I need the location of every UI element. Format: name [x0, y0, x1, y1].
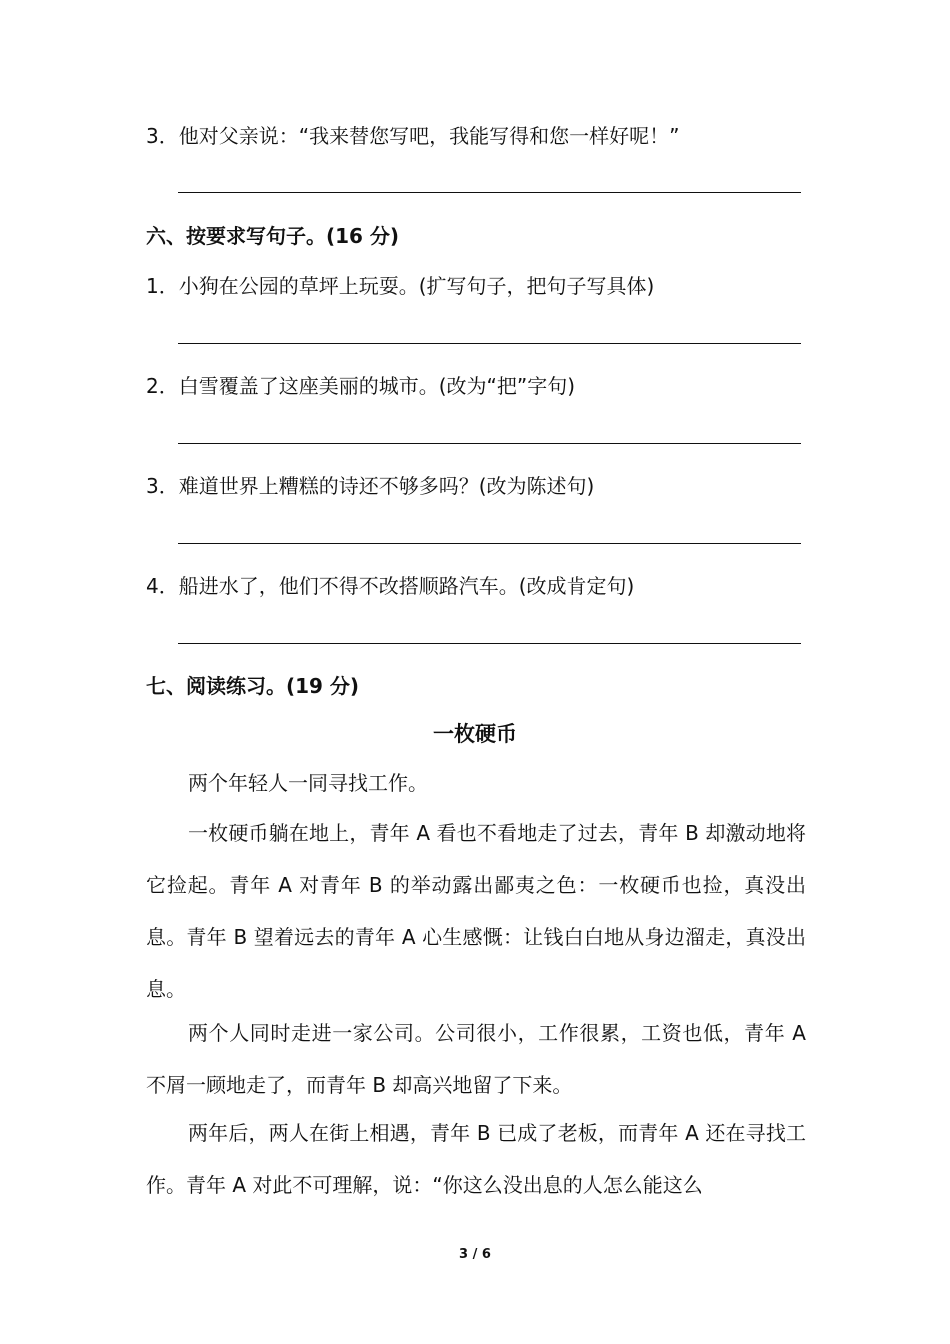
passage-paragraph: 两个年轻人一同寻找工作。: [188, 771, 428, 795]
section-6-item-2: 2．白雪覆盖了这座美丽的城市。(改为“把”字句): [146, 374, 576, 398]
passage-paragraph: 一枚硬币躺在地上，青年 A 看也不看地走了过去，青年 B 却激动地将它捡起。青年 A 对青年 B 的举动露出鄙夷之色：一枚硬币也捡，真没出息。青年 B 望着远去的青年 A 心生感慨：让钱白白地从身边溜走，真没出息。: [146, 821, 806, 1001]
question-3-prev: 3．他对父亲说：“我来替您写吧，我能写得和您一样好呢！”: [146, 124, 680, 148]
section-6-item-4: 4．船进水了，他们不得不改搭顺路汽车。(改成肯定句): [146, 574, 635, 598]
section-6-item-1: 1．小狗在公园的草坪上玩耍。(扩写句子，把句子写具体): [146, 274, 655, 298]
answer-line: [178, 643, 801, 644]
section-6-heading: 六、按要求写句子。(16 分): [146, 224, 400, 248]
passage-paragraph: 两年后，两人在街上相遇，青年 B 已成了老板，而青年 A 还在寻找工作。青年 A 对此不可理解，说：“你这么没出息的人怎么能这么: [146, 1121, 806, 1197]
section-6-item-3: 3．难道世界上糟糕的诗还不够多吗？(改为陈述句): [146, 474, 595, 498]
answer-line: [178, 343, 801, 344]
answer-line: [178, 443, 801, 444]
section-7-heading: 七、阅读练习。(19 分): [146, 674, 360, 698]
passage-paragraph: 两个人同时走进一家公司。公司很小，工作很累，工资也低，青年 A 不屑一顾地走了，而青年 B 却高兴地留了下来。: [146, 1021, 806, 1097]
page-number: 3 / 6: [459, 1247, 491, 1262]
passage-title: 一枚硬币: [433, 722, 517, 746]
answer-line: [178, 192, 801, 193]
answer-line: [178, 543, 801, 544]
